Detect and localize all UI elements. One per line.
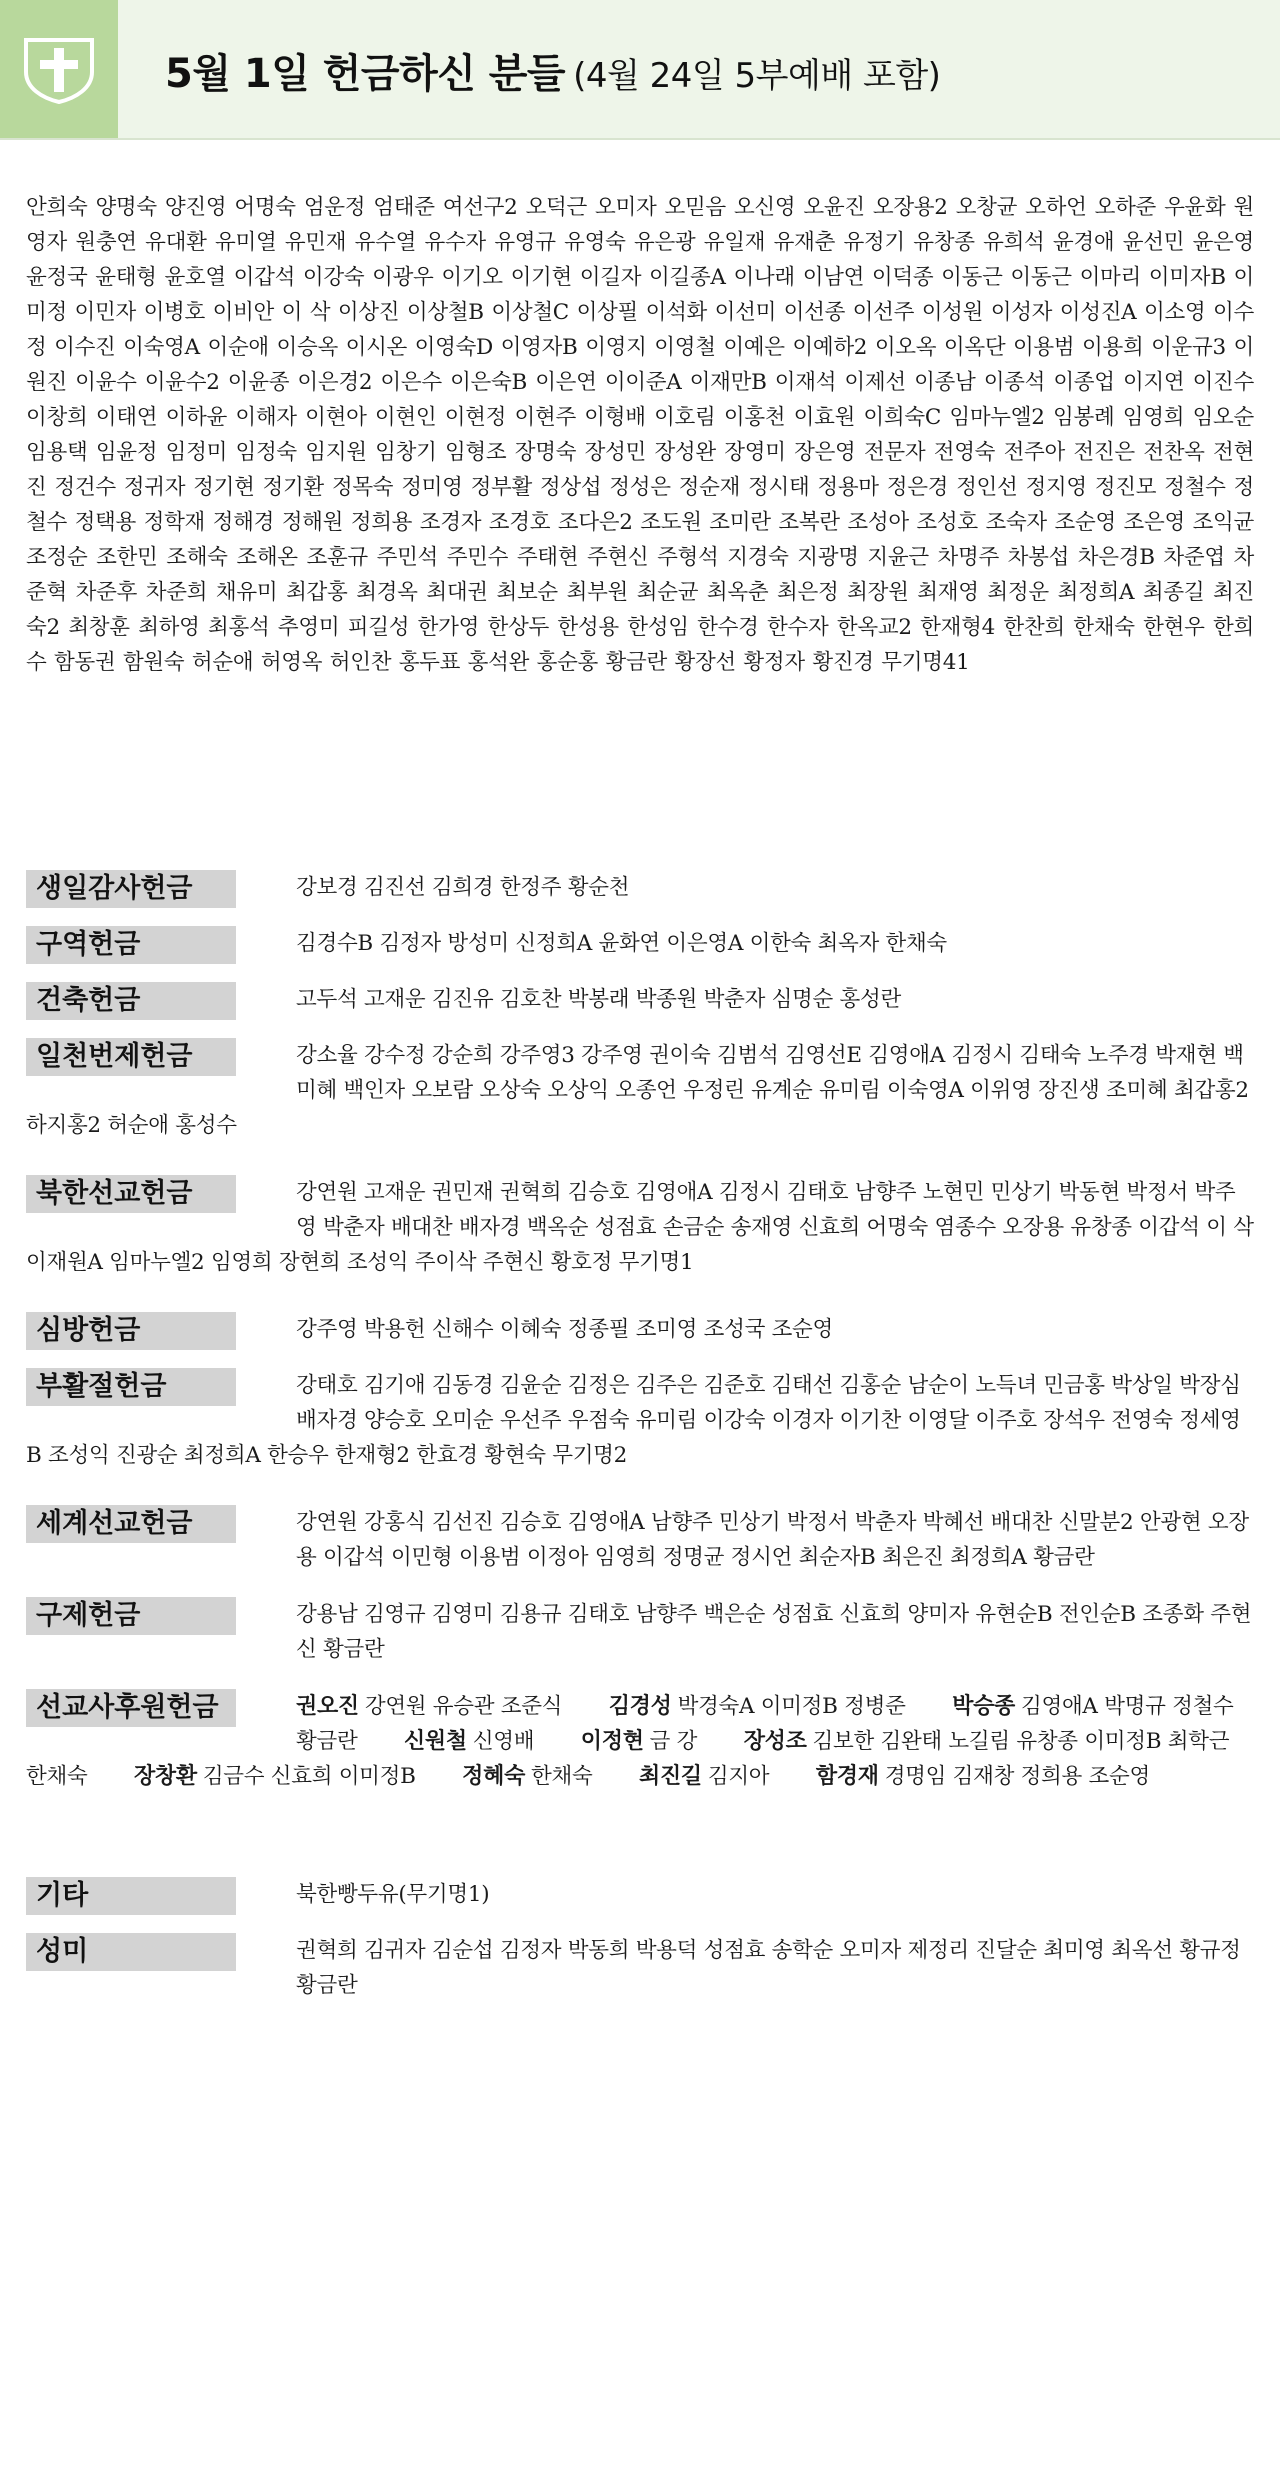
supporter-names: 한채숙 — [531, 1764, 593, 1789]
section-label: 부활절헌금 — [26, 1368, 236, 1406]
missionary-name: 함경재 — [815, 1764, 879, 1789]
section-label: 선교사후원헌금 — [26, 1689, 236, 1727]
section-district — [26, 926, 1254, 964]
section-names: 강주영 박용헌 신해수 이혜숙 정종필 조미영 조성국 조순영 — [296, 1317, 833, 1342]
title-text: 5월 1일 헌금하신 분들 — [165, 51, 566, 97]
supporter-names: 김보한 김완태 노길림 유창종 이미정B 최학근 한채숙 — [26, 1729, 1230, 1789]
missionary-name: 권오진 — [296, 1694, 359, 1719]
missionary-name: 김경성 — [608, 1694, 672, 1719]
supporter-names: 김지아 — [707, 1764, 770, 1789]
page-title — [165, 42, 940, 99]
missionary-name: 장창환 — [133, 1764, 197, 1789]
supporter-names: 김영애A 박명규 정철수 황금란 — [296, 1694, 1234, 1754]
section-names: 고두석 고재운 김진유 김호찬 박봉래 박종원 박춘자 심명순 홍성란 — [296, 987, 901, 1012]
section-rice-offering — [26, 1933, 1254, 2003]
section-label: 성미 — [26, 1933, 236, 1971]
missionary-name: 이정현 — [580, 1729, 644, 1754]
section-label: 구제헌금 — [26, 1597, 236, 1635]
section-north-korea-mission — [26, 1175, 1254, 1280]
section-label: 일천번제헌금 — [26, 1038, 236, 1076]
section-names: 강연원 강홍식 김선진 김승호 김영애A 남향주 민상기 박정서 박춘자 박혜선 배대찬 신말분2 안광현 오장용 이갑석 이민형 이용범 이정아 임영희 정명균 정시언 최순자B 최은진 최정희A 황금란 — [296, 1510, 1249, 1570]
section-names: 북한빵두유(무기명1) — [296, 1882, 490, 1907]
missionary-name: 장성조 — [743, 1729, 807, 1754]
section-easter — [26, 1368, 1254, 1473]
supporter-names: 금 강 — [649, 1729, 698, 1754]
section-label: 생일감사헌금 — [26, 870, 236, 908]
section-other — [26, 1877, 1254, 1915]
section-label: 세계선교헌금 — [26, 1505, 236, 1543]
section-relief — [26, 1597, 1254, 1667]
section-missionary-support — [26, 1689, 1254, 1794]
section-names: 강보경 김진선 김희경 한정주 황순천 — [296, 875, 630, 900]
page-subtitle: (4월 24일 5부예배 포함) — [573, 56, 941, 96]
section-names: 강소율 강수정 강순희 강주영3 강주영 권이숙 김범석 김영선E 김영애A 김정시 김태숙 노주경 박재현 백미혜 백인자 오보람 오상숙 오상익 오종언 우정린 유계순 유미림 이숙영A 이위영 장진생 조미혜 최갑홍2 하지홍2 허순애 홍성수 — [26, 1043, 1249, 1138]
church-shield-icon — [22, 36, 96, 104]
missionary-name: 박승종 — [952, 1694, 1015, 1719]
section-birthday — [26, 870, 1254, 908]
supporter-names: 경명임 김재창 정희용 조순영 — [884, 1764, 1150, 1789]
supporter-names: 강연원 유승관 조준식 — [364, 1694, 563, 1719]
missionary-name: 신원철 — [403, 1729, 467, 1754]
donor-list: 안희숙 양명숙 양진영 어명숙 엄운정 엄태준 여선구2 오덕근 오미자 오믿음 오신영 오윤진 오장용2 오창균 오하언 오하준 우윤화 원영자 원충연 유대환 유미열 유민재 유수열 유수자 유영규 유영숙 유은광 유일재 유재춘 유정기 유창종 유희석 윤경애 윤선민 윤은영 윤정국 윤태형 윤호열 이갑석 이강숙 이광우 이기오 이기현 이길자 이길종A 이나래 이남연 이덕종 이동근 이동근 이마리 이미자B 이미정 이민자 이병호 이비안 이 삭 이상진 이상철B 이상철C 이상필 이석화 이선미 이선종 이선주 이성원 이성자 이성진A 이소영 이수정 이수진 이숙영A 이순애 이승옥 이시온 이영숙D 이영자B 이영지 이영철 이예은 이예하2 이오옥 이옥단 이용범 이용희 이운규3 이원진 이윤수 이윤수2 이윤종 이은경2 이은수 이은숙B 이은연 이이준A 이재만B 이재석 이제선 이종남 이종석 이종업 이지연 이진수 이창희 이태연 이하윤 이해자 이현아 이현인 이현정 이현주 이형배 이호림 이홍천 이효원 이희숙C 임마누엘2 임봉례 임영희 임오순 임용택 임윤정 임정미 임정숙 임지원 임창기 임형조 장명숙 장성민 장성완 장영미 장은영 전문자 전영숙 전주아 전진은 전찬옥 전현진 정건수 정귀자 정기현 정기환 정목숙 정미영 정부활 정상섭 정성은 정순재 정시태 정용마 정은경 정인선 정지영 정진모 정철수 정철수 정택용 정학재 정해경 정해원 정희용 조경자 조경호 조다은2 조도원 조미란 조복란 조성아 조성호 조숙자 조순영 조은영 조익균 조정순 조한민 조해숙 조해온 조훈규 주민석 주민수 주태현 주현신 주형석 지경숙 지광명 지윤근 차명주 차봉섭 차은경B 차준엽 차준혁 차준후 차준희 채유미 최갑홍 최경옥 최대권 최보순 최부원 최순균 최옥춘 최은정 최장원 최재영 최정운 최정희A 최종길 최진숙2 최창훈 최하영 최홍석 추영미 피길성 한가영 한상두 한성용 한성임 한수경 한수자 한옥교2 한재형4 한찬희 한채숙 한현우 한희수 함동권 함원숙 허순애 허영옥 허인찬 홍두표 홍석완 홍순홍 황금란 황장선 황정자 황진경 무기명41 — [26, 195, 1254, 675]
section-names: 강연원 고재운 권민재 권혁희 김승호 김영애A 김정시 김태호 남향주 노현민 민상기 박동현 박정서 박주영 박춘자 배대찬 배자경 백옥순 성점효 손금순 송재영 신효희 어명숙 염종수 오장용 유창종 이갑석 이 삭 이재원A 임마누엘2 임영희 장현희 조성익 주이삭 주현신 황호정 무기명1 — [26, 1180, 1254, 1275]
section-thousand-offerings — [26, 1038, 1254, 1143]
section-label: 건축헌금 — [26, 982, 236, 1020]
missionary-name: 정혜숙 — [462, 1764, 526, 1789]
section-building — [26, 982, 1254, 1020]
section-label: 심방헌금 — [26, 1312, 236, 1350]
section-names: 강용남 김영규 김영미 김용규 김태호 남향주 백은순 성점효 신효희 양미자 유현순B 전인순B 조종화 주현신 황금란 — [296, 1602, 1252, 1662]
logo — [0, 0, 118, 138]
header — [0, 0, 1280, 140]
section-names: 김경수B 김정자 방성미 신정희A 윤화연 이은영A 이한숙 최옥자 한채숙 — [296, 931, 947, 956]
supporter-names: 신영배 — [472, 1729, 535, 1754]
missionary-name: 최진길 — [639, 1764, 702, 1789]
section-visitation — [26, 1312, 1254, 1350]
section-names: 권혁희 김귀자 김순섭 김정자 박동희 박용덕 성점효 송학순 오미자 제정리 진달순 최미영 최옥선 황규정 황금란 — [296, 1938, 1241, 1998]
section-label: 기타 — [26, 1877, 236, 1915]
section-names: 강태호 김기애 김동경 김윤순 김정은 김주은 김준호 김태선 김홍순 남순이 노득녀 민금홍 박상일 박장심 배자경 양승호 오미순 우선주 우점숙 유미림 이강숙 이경자 이기찬 이영달 이주호 장석우 전영숙 정세영B 조성익 진광순 최정희A 한승우 한재형2 한효경 황현숙 무기명2 — [26, 1373, 1241, 1468]
section-label: 북한선교헌금 — [26, 1175, 236, 1213]
supporter-names: 박경숙A 이미정B 정병준 — [677, 1694, 906, 1719]
supporter-names: 김금수 신효희 이미정B — [202, 1764, 416, 1789]
section-label: 구역헌금 — [26, 926, 236, 964]
section-world-mission — [26, 1505, 1254, 1575]
